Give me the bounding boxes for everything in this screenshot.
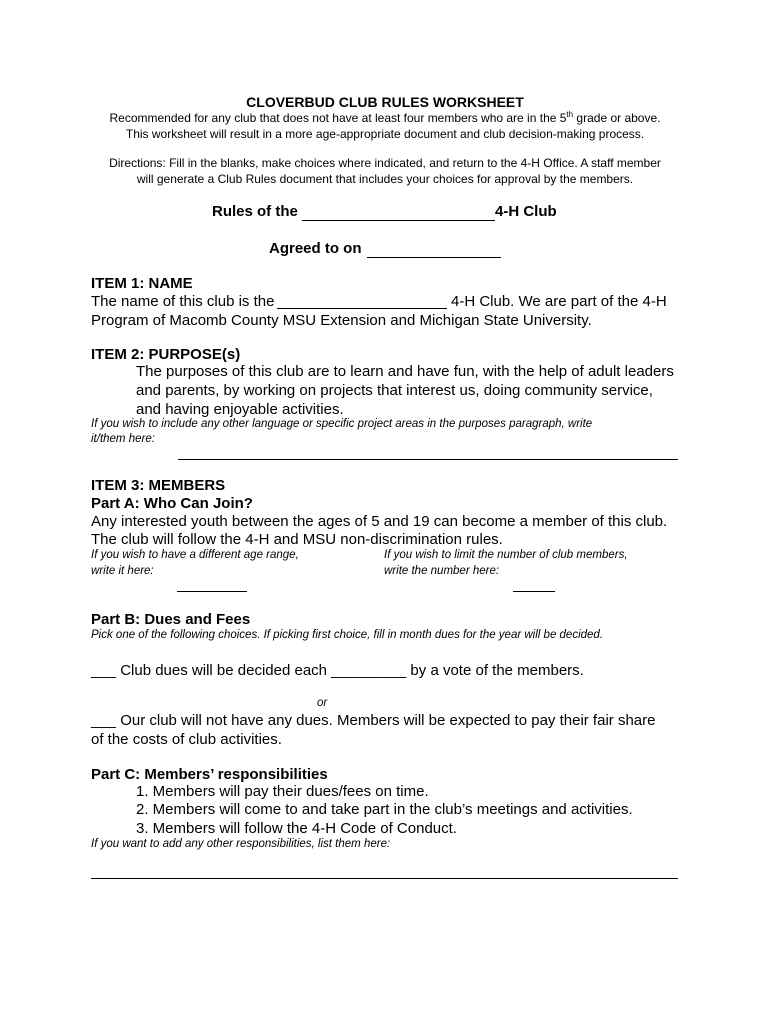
partB-choice1-text: Club dues will be decided each [116, 662, 327, 679]
item1-heading: ITEM 1: NAME [91, 275, 193, 292]
directions-line-1: Directions: Fill in the blanks, make choices where indicated, and return to the 4-H Office. A staff member [109, 156, 661, 170]
partA-line1: Any interested youth between the ages of 5 and 19 can become a member of this club. [91, 513, 668, 530]
partB-note: Pick one of the following choices. If picking first choice, fill in month dues for the year will be decided. [91, 629, 604, 641]
partA-line2: The club will follow the 4-H and MSU non-discrimination rules. [91, 531, 503, 548]
partA-age-note-line2: write it here: [91, 565, 154, 577]
club-name-blank[interactable] [302, 220, 495, 221]
partC-extra-responsibilities-blank[interactable] [91, 878, 678, 879]
recommended-text: Recommended for any club that does not have at least four members who are in the 5 [109, 111, 567, 125]
partC-item-2: 2. Members will come to and take part in the club’s meetings and activities. [136, 801, 633, 818]
item1-line1-suffix: 4-H Club. We are part of the 4-H [451, 293, 667, 310]
recommended-line [0, 111, 770, 125]
partB-or: or [317, 697, 328, 709]
partB-choice2-checkbox[interactable]: ___ [91, 712, 117, 729]
partA-age-range-blank[interactable] [177, 591, 247, 592]
directions-line-2: will generate a Club Rules document that includes your choices for approval by the members. [136, 172, 634, 186]
item1-line2: Program of Macomb County MSU Extension and Michigan State University. [91, 312, 592, 329]
item1-line1-prefix: The name of this club is the [91, 293, 275, 310]
partB-choice2-text: Our club will not have any dues. Members will be expected to pay their fair share [116, 712, 656, 729]
partB-dues-month-blank[interactable]: _________ [331, 662, 407, 679]
partB-choice1-suffix: by a vote of the members. [406, 662, 584, 679]
item2-note-line2: it/them here: [91, 433, 155, 445]
partB-choice2-line2: of the costs of club activities. [91, 731, 282, 748]
result-line: This worksheet will result in a more age-appropriate document and club decision-making process. [125, 127, 645, 141]
partB-choice1 [91, 662, 584, 679]
partC-item-1: 1. Members will pay their dues/fees on time. [136, 783, 429, 800]
partC-item-3: 3. Members will follow the 4-H Code of Conduct. [136, 820, 457, 837]
partB-choice2 [91, 712, 655, 729]
item2-purpose-line3: and having enjoyable activities. [136, 401, 344, 418]
partC-note: If you want to add any other responsibilities, list them here: [91, 838, 391, 850]
item2-note-line1: If you wish to include any other language or specific project areas in the purposes paragraph, write [91, 418, 593, 430]
partA-age-note-line1: If you wish to have a different age range, [91, 549, 299, 561]
item2-purpose-line2: and parents, by working on projects that interest us, doing community service, [136, 382, 653, 399]
rules-of-suffix: 4-H Club [495, 203, 557, 220]
agreed-date-blank[interactable] [367, 257, 501, 258]
item1-club-name-blank[interactable] [277, 308, 447, 309]
worksheet-title: CLOVERBUD CLUB RULES WORKSHEET [246, 94, 524, 110]
item2-heading: ITEM 2: PURPOSE(s) [91, 346, 241, 363]
partB-heading: Part B: Dues and Fees [91, 611, 251, 628]
recommended-superscript: th [566, 110, 574, 119]
agreed-label: Agreed to on [269, 240, 362, 257]
partA-heading: Part A: Who Can Join? [91, 495, 253, 512]
item3-heading: ITEM 3: MEMBERS [91, 477, 226, 494]
item2-extra-purpose-blank[interactable] [178, 459, 678, 460]
partA-limit-note-line1: If you wish to limit the number of club members, [384, 549, 628, 561]
partA-limit-note-line2: write the number here: [384, 565, 500, 577]
partC-heading: Part C: Members’ responsibilities [91, 766, 328, 783]
item2-purpose-line1: The purposes of this club are to learn and have fun, with the help of adult leaders [136, 363, 674, 380]
recommended-text-end: grade or above. [573, 111, 661, 125]
partB-choice1-checkbox[interactable]: ___ [91, 662, 117, 679]
partA-member-limit-blank[interactable] [513, 591, 555, 592]
rules-of-label: Rules of the [212, 203, 298, 220]
